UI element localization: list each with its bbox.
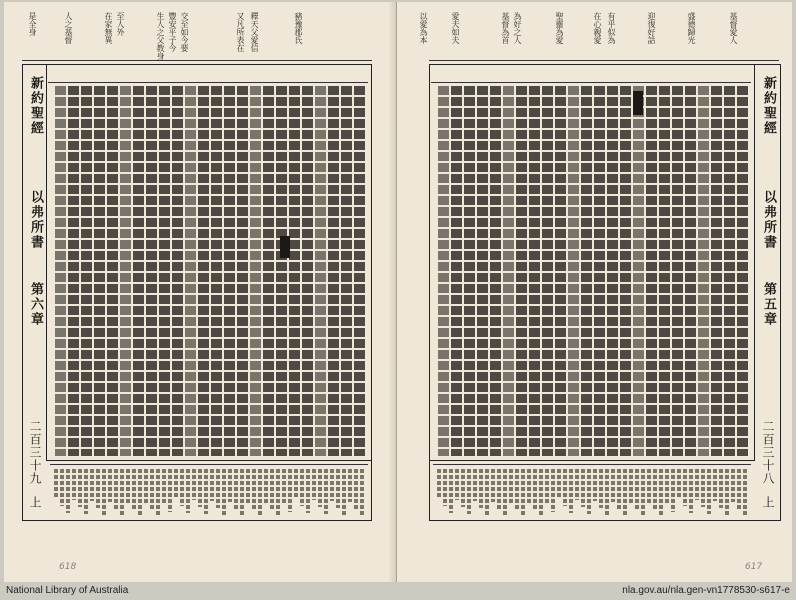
footnote-column <box>342 469 346 515</box>
text-column <box>659 86 670 456</box>
text-column <box>724 86 735 456</box>
left-header-note-6: 生人之父教身 <box>156 12 165 60</box>
left-page-number: 二百三十九 <box>28 420 42 485</box>
text-column <box>224 86 235 456</box>
footnote-column <box>72 469 76 500</box>
text-column <box>503 86 514 456</box>
footnote-column <box>545 469 549 505</box>
text-column <box>685 86 696 456</box>
footnote-column <box>671 469 675 512</box>
footnote-column <box>581 469 585 507</box>
left-header-note-8: 在家無異 <box>104 12 113 44</box>
left-header-note-1: 豬豫郡氏 <box>294 12 303 44</box>
footnote-column <box>330 469 334 501</box>
text-column <box>328 86 339 456</box>
footnote-column <box>677 469 681 499</box>
text-column <box>516 86 527 456</box>
text-column <box>315 86 326 456</box>
footnote-column <box>521 469 525 517</box>
right-header-note-1: 基督愛人 <box>729 12 738 44</box>
text-column <box>237 86 248 456</box>
text-column <box>438 86 449 456</box>
left-chapter: 第六章 <box>28 282 43 327</box>
footnote-column <box>240 469 244 516</box>
footer-bar <box>0 584 796 600</box>
left-section-mark: 上 <box>28 496 42 509</box>
footnote-column <box>168 469 172 512</box>
footer-record-url: nla.gov.au/nla.gen-vn1778530-s617-e <box>622 585 790 596</box>
right-pencil-number: 617 <box>745 562 763 572</box>
text-column <box>620 86 631 456</box>
left-verse-number-strip <box>48 66 368 83</box>
footnote-column <box>569 469 573 513</box>
footnote-column <box>126 469 130 503</box>
right-header-note-8: 基督為首 <box>501 12 510 44</box>
footnote-column <box>180 469 184 506</box>
text-column <box>94 86 105 456</box>
footnote-column <box>102 469 106 515</box>
footnote-column <box>611 469 615 502</box>
footnote-column <box>360 469 364 516</box>
right-book-title: 新約聖經 <box>761 76 776 136</box>
footnote-column <box>599 469 603 508</box>
text-column <box>737 86 748 456</box>
footnote-column <box>192 469 196 500</box>
footnote-column <box>216 469 220 508</box>
right-chapter: 第五章 <box>761 282 776 327</box>
footnote-column <box>108 469 112 502</box>
footnote-column <box>144 469 148 504</box>
footnote-column <box>282 469 286 505</box>
footnote-column <box>222 469 226 515</box>
footnote-column <box>66 469 70 513</box>
footnote-column <box>617 469 621 509</box>
text-column <box>477 86 488 456</box>
footnote-column <box>701 469 705 507</box>
footnote-column <box>587 469 591 514</box>
left-header-note-10: 是全身 <box>28 12 37 36</box>
left-book-title: 新約聖經 <box>28 76 43 136</box>
footnote-column <box>264 469 268 504</box>
footnote-column <box>318 469 322 507</box>
footnote-column <box>623 469 627 516</box>
text-column <box>646 86 657 456</box>
footnote-column <box>551 469 555 512</box>
footnote-column <box>485 469 489 515</box>
right-header-note-5: 在心親愛 <box>593 12 602 44</box>
right-book-name: 以弗所書 <box>761 190 776 250</box>
footnote-column <box>593 469 597 501</box>
text-column <box>107 86 118 456</box>
footnote-column <box>60 469 64 506</box>
footnote-column <box>246 469 250 503</box>
footnote-column <box>443 469 447 506</box>
section-marker <box>280 236 290 258</box>
section-marker <box>633 91 643 115</box>
text-column <box>451 86 462 456</box>
footnote-column <box>647 469 651 504</box>
footnote-column <box>174 469 178 499</box>
footnote-column <box>294 469 298 499</box>
footnote-column <box>557 469 561 499</box>
footnote-column <box>479 469 483 508</box>
text-column <box>198 86 209 456</box>
footnote-column <box>653 469 657 511</box>
text-column <box>211 86 222 456</box>
text-column <box>146 86 157 456</box>
right-header-rule <box>429 60 779 61</box>
footnote-column <box>737 469 741 509</box>
right-page-number: 二百三十八 <box>761 420 775 485</box>
text-column <box>68 86 79 456</box>
footnote-column <box>497 469 501 509</box>
left-header-note-5: 豐安平子今 <box>168 12 177 52</box>
left-header-note-4: 交至如今要 <box>180 12 189 52</box>
footnote-column <box>132 469 136 510</box>
footnote-column <box>84 469 88 514</box>
text-column <box>185 86 196 456</box>
text-column <box>81 86 92 456</box>
footnote-column <box>539 469 543 517</box>
footnote-column <box>725 469 729 515</box>
footnote-column <box>689 469 693 513</box>
footnote-column <box>270 469 274 511</box>
left-footnotes <box>50 464 368 517</box>
right-page <box>397 2 792 582</box>
text-column <box>133 86 144 456</box>
text-column <box>55 86 66 456</box>
text-column <box>594 86 605 456</box>
left-header-note-3: 又凡所表在 <box>236 12 245 52</box>
footnote-column <box>473 469 477 501</box>
footnote-column <box>90 469 94 501</box>
footnote-column <box>659 469 663 517</box>
footnote-column <box>312 469 316 500</box>
text-column <box>464 86 475 456</box>
text-column <box>581 86 592 456</box>
footnote-column <box>461 469 465 507</box>
footnote-column <box>288 469 292 512</box>
text-column <box>542 86 553 456</box>
footnote-column <box>437 469 441 499</box>
footnote-column <box>719 469 723 508</box>
text-column <box>698 86 709 456</box>
footnote-column <box>354 469 358 509</box>
footnote-column <box>665 469 669 505</box>
footnote-column <box>641 469 645 517</box>
text-column <box>341 86 352 456</box>
right-header-note-6: 聖靈為愛 <box>555 12 564 44</box>
footnote-column <box>300 469 304 506</box>
footnote-column <box>533 469 537 511</box>
right-header-note-9: 愛夫如夫 <box>451 12 460 44</box>
footnote-column <box>713 469 717 501</box>
text-column <box>302 86 313 456</box>
left-header-note-2: 釋天父愛信 <box>250 12 259 52</box>
right-header-note-4: 有乎似為 <box>607 12 616 44</box>
footnote-column <box>743 469 747 516</box>
footnote-column <box>228 469 232 502</box>
footnote-column <box>455 469 459 500</box>
book-spread <box>4 2 792 582</box>
footnote-column <box>276 469 280 517</box>
left-header-rule <box>22 60 372 61</box>
text-column <box>672 86 683 456</box>
left-book-name: 以弗所書 <box>28 190 43 250</box>
right-header-note-3: 迎復好話 <box>647 12 656 44</box>
right-header-note-2: 盛德歸光 <box>687 12 696 44</box>
right-header-note-7: 為好之人 <box>513 12 522 44</box>
footnote-column <box>162 469 166 505</box>
left-pencil-number: 618 <box>59 562 77 572</box>
right-section-mark: 上 <box>761 496 775 509</box>
right-body-text <box>433 86 749 456</box>
footnote-column <box>54 469 58 499</box>
text-column <box>276 86 287 456</box>
text-column <box>120 86 131 456</box>
text-column <box>529 86 540 456</box>
footnote-column <box>635 469 639 510</box>
text-column <box>289 86 300 456</box>
left-header-note-9: 人之基督 <box>64 12 73 44</box>
footnote-column <box>348 469 352 502</box>
text-column <box>607 86 618 456</box>
footnote-column <box>695 469 699 500</box>
footnote-column <box>252 469 256 510</box>
left-page <box>4 2 397 582</box>
footnote-column <box>467 469 471 514</box>
footnote-column <box>527 469 531 504</box>
footnote-column <box>605 469 609 515</box>
text-column <box>354 86 365 456</box>
text-column <box>711 86 722 456</box>
footnote-column <box>707 469 711 514</box>
footnote-column <box>234 469 238 509</box>
footnote-column <box>96 469 100 508</box>
right-footnotes <box>433 464 751 517</box>
footnote-column <box>258 469 262 517</box>
text-column <box>159 86 170 456</box>
text-column <box>555 86 566 456</box>
footnote-column <box>629 469 633 503</box>
right-header-note-10: 以愛為本 <box>419 12 428 44</box>
footnote-column <box>138 469 142 517</box>
text-column <box>633 86 644 456</box>
left-header-note-7: 至人外 <box>116 12 125 36</box>
right-verse-number-strip <box>431 66 751 83</box>
text-column <box>263 86 274 456</box>
footnote-column <box>683 469 687 506</box>
text-column <box>568 86 579 456</box>
footnote-column <box>156 469 160 517</box>
footnote-column <box>503 469 507 516</box>
footnote-column <box>120 469 124 516</box>
footnote-column <box>306 469 310 513</box>
text-column <box>490 86 501 456</box>
footnote-column <box>78 469 82 507</box>
footnote-column <box>186 469 190 513</box>
footnote-column <box>150 469 154 511</box>
left-body-text <box>50 86 366 456</box>
footnote-column <box>449 469 453 513</box>
footnote-column <box>114 469 118 509</box>
footnote-column <box>491 469 495 502</box>
footer-institution: National Library of Australia <box>6 585 129 596</box>
footnote-column <box>563 469 567 506</box>
footnote-column <box>324 469 328 514</box>
footnote-column <box>210 469 214 501</box>
text-column <box>172 86 183 456</box>
footnote-column <box>575 469 579 500</box>
footnote-column <box>509 469 513 503</box>
footnote-column <box>731 469 735 502</box>
footnote-column <box>204 469 208 514</box>
footnote-column <box>515 469 519 510</box>
text-column <box>250 86 261 456</box>
footnote-column <box>336 469 340 508</box>
footnote-column <box>198 469 202 507</box>
